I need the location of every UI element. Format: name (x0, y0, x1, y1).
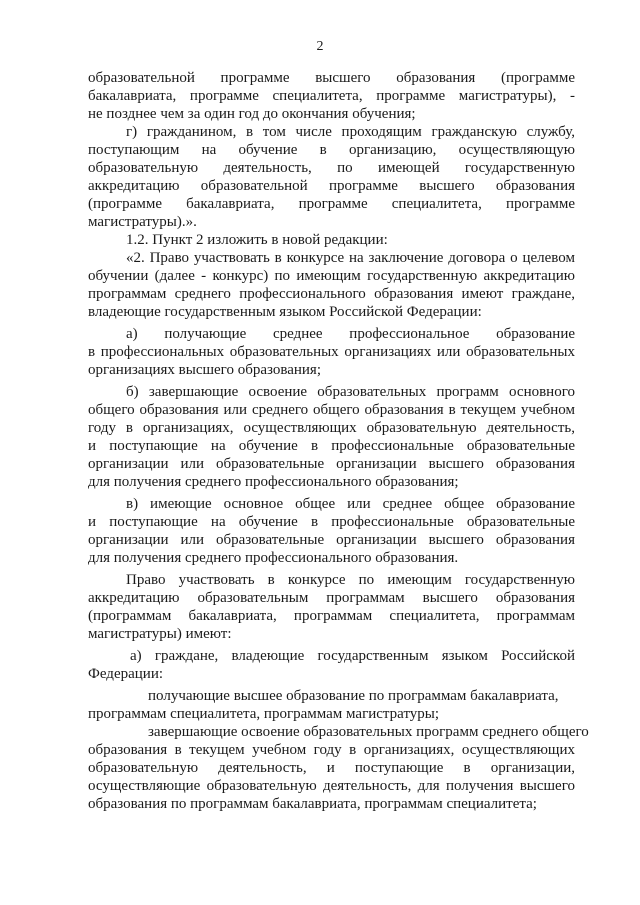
text-line: образовательной программе высшего образования (программе (88, 70, 575, 86)
text-line: «2. Право участвовать в конкурсе на заключение договора о целевом (126, 250, 575, 266)
text-line: для получения среднего профессионального образования. (88, 550, 459, 566)
text-line: (программам бакалавриата, программам специалитета, программам (88, 608, 575, 624)
text-line: б) завершающие освоение образовательных программ основного (126, 384, 575, 400)
text-line: в) имеющие основное общее или среднее общее образование (126, 496, 575, 512)
text-line: завершающие освоение образовательных программ среднего общего (148, 724, 589, 740)
text-line: (программе бакалавриата, программе специалитета, программе (88, 196, 575, 212)
text-line: обучении (далее - конкурс) по имеющим государственную аккредитацию (88, 268, 575, 284)
text-line: Право участвовать в конкурсе по имеющим государственную (126, 572, 575, 588)
text-line: и поступающие на обучение в профессиональные образовательные (88, 514, 575, 530)
text-line: для получения среднего профессионального образования; (88, 474, 459, 490)
text-line: магистратуры).». (88, 214, 197, 230)
text-line: образования по программам бакалавриата, программам специалитета; (88, 796, 537, 812)
text-line: аккредитацию образовательной программе высшего образования (88, 178, 575, 194)
text-line: 1.2. Пункт 2 изложить в новой редакции: (126, 232, 388, 248)
text-line: а) получающие среднее профессиональное образование (126, 326, 575, 342)
document-body (88, 69, 589, 813)
text-line: общего образования или среднего общего образования в текущем учебном (88, 402, 575, 418)
text-line: г) гражданином, в том числе проходящим гражданскую службу, (126, 124, 575, 140)
text-line: владеющие государственным языком Российской Федерации: (88, 304, 482, 320)
text-line: поступающим на обучение в организацию, осуществляющую (88, 142, 575, 158)
text-line: организациях высшего образования; (88, 362, 321, 378)
text-line: Федерации: (88, 666, 164, 682)
text-line: образовательную деятельность, и поступающие в организации, (88, 760, 575, 776)
text-line: году в организациях, осуществляющих образовательную деятельность, (88, 420, 575, 436)
text-line: организации или образовательные организации высшего образования (88, 532, 575, 548)
text-line: и поступающие на обучение в профессиональные образовательные (88, 438, 575, 454)
text-line: бакалавриата, программе специалитета, программе магистратуры), - (88, 88, 575, 104)
text-line: получающие высшее образование по программам бакалавриата, (148, 688, 559, 704)
text-line: магистратуры) имеют: (88, 626, 232, 642)
page-number: 2 (316, 39, 324, 54)
text-line: осуществляющие образовательную деятельность, для получения высшего (88, 778, 575, 794)
text-line: программам специалитета, программам магистратуры; (88, 706, 440, 722)
text-line: в профессиональных образовательных организациях или образовательных (88, 344, 575, 360)
text-line: программам среднего профессионального образования имеют граждане, (88, 286, 575, 302)
text-line: не позднее чем за один год до окончания обучения; (88, 106, 416, 122)
text-line: организации или образовательные организации высшего образования (88, 456, 575, 472)
text-line: образования в текущем учебном году в организациях, осуществляющих (88, 742, 575, 758)
text-line: а) граждане, владеющие государственным языком Российской (130, 648, 575, 664)
text-line: аккредитацию образовательным программам высшего образования (88, 590, 575, 606)
text-line: образовательную деятельность, по имеющей государственную (88, 160, 575, 176)
